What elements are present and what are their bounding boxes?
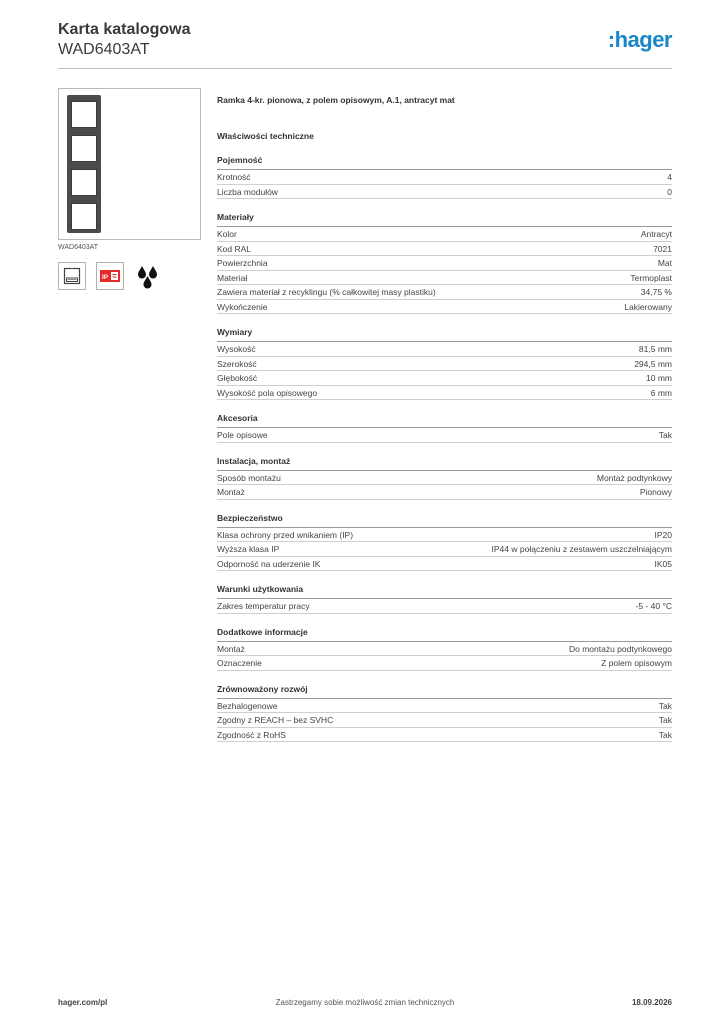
property-section <box>217 412 672 443</box>
frame-illustration <box>67 95 101 233</box>
property-value: -5 - 40 °C <box>635 601 672 611</box>
section-title: Pojemność <box>217 154 672 170</box>
property-label: Szerokość <box>217 358 257 369</box>
property-value: Mat <box>657 258 672 268</box>
property-row <box>217 185 672 200</box>
property-value: Lakierowany <box>624 301 672 312</box>
property-value: Z polem opisowym <box>601 658 672 668</box>
frame-slot <box>71 135 97 162</box>
property-label: Liczba modułów <box>217 186 278 197</box>
product-code: WAD6403AT <box>58 41 150 58</box>
property-value: 4 <box>667 172 672 182</box>
property-label: Krotność <box>217 172 251 182</box>
property-row <box>217 285 672 300</box>
property-row <box>217 357 672 372</box>
header-divider <box>58 68 672 69</box>
property-row <box>217 342 672 357</box>
hager-logo[interactable] <box>608 28 672 52</box>
property-value: Pionowy <box>639 487 672 497</box>
section-title: Materiały <box>217 211 672 227</box>
property-value: IK05 <box>654 558 672 569</box>
property-row <box>217 599 672 614</box>
property-row <box>217 271 672 286</box>
section-title: Warunki użytkowania <box>217 583 672 599</box>
document-title: Karta katalogowa <box>58 21 191 38</box>
property-value: 81,5 mm <box>638 344 672 354</box>
property-label: Odporność na uderzenie IK <box>217 558 321 569</box>
frame-slot <box>71 101 97 128</box>
property-label: Kod RAL <box>217 243 252 254</box>
property-row <box>217 256 672 271</box>
ip-badge-text: IP <box>102 274 109 281</box>
property-row <box>217 485 672 500</box>
property-label: Bezhalogenowe <box>217 700 278 711</box>
property-label: Powierzchnia <box>217 258 268 268</box>
property-label: Wysokość pola opisowego <box>217 387 318 398</box>
property-value: 294,5 mm <box>634 358 672 369</box>
property-row <box>217 542 672 557</box>
property-row <box>217 713 672 728</box>
property-row <box>217 728 672 743</box>
property-value: 7021 <box>653 243 672 254</box>
property-label: Klasa ochrony przed wnikaniem (IP) <box>217 529 354 540</box>
property-row <box>217 699 672 714</box>
property-label: Wykończenie <box>217 301 268 312</box>
property-label: Materiał <box>217 272 248 283</box>
footer-date: 18.09.2026 <box>631 998 672 1007</box>
frame-slot <box>71 169 97 196</box>
property-section <box>217 583 672 614</box>
property-label: Zgodny z REACH – bez SVHC <box>217 715 334 725</box>
property-value: 34,75 % <box>640 287 672 297</box>
product-name: Ramka 4-kr. pionowa, z polem opisowym, A.1, antracyt mat <box>217 95 455 105</box>
technical-content <box>217 94 672 742</box>
water-drops-icon <box>134 262 162 290</box>
feature-icons <box>58 262 162 290</box>
property-section <box>217 154 672 199</box>
property-value: Tak <box>658 430 672 440</box>
property-section <box>217 326 672 400</box>
frame-slot <box>71 203 97 230</box>
property-label: Wyższa klasa IP <box>217 544 280 554</box>
property-section <box>217 683 672 743</box>
property-label: Zakres temperatur pracy <box>217 601 310 611</box>
logo-text: :hager <box>607 27 672 52</box>
property-section <box>217 211 672 314</box>
property-value: Montaż podtynkowy <box>596 472 672 483</box>
property-label: Głębokość <box>217 373 258 383</box>
product-image <box>58 88 201 240</box>
technical-properties-heading: Właściwości techniczne <box>217 131 314 141</box>
section-title: Zrównoważony rozwój <box>217 683 672 699</box>
property-value: IP44 w połączeniu z zestawem uszczelniającym <box>491 544 672 554</box>
footer-website-link[interactable]: hager.com/pl <box>58 998 108 1007</box>
property-row <box>217 428 672 443</box>
property-label: Zgodność z RoHS <box>217 729 286 740</box>
property-row <box>217 471 672 486</box>
section-title: Akcesoria <box>217 412 672 428</box>
property-value: IP20 <box>654 529 672 540</box>
property-label: Sposób montażu <box>217 472 281 483</box>
ip-rating-icon <box>96 262 124 290</box>
property-row <box>217 557 672 572</box>
property-row <box>217 656 672 671</box>
property-value: 0 <box>667 186 672 197</box>
property-label: Pole opisowe <box>217 430 268 440</box>
product-image-caption: WAD6403AT <box>58 244 99 251</box>
property-value: Tak <box>658 715 672 725</box>
property-label: Montaż <box>217 487 245 497</box>
property-row <box>217 227 672 242</box>
property-row <box>217 300 672 315</box>
property-row <box>217 528 672 543</box>
section-title: Bezpieczeństwo <box>217 512 672 528</box>
property-label: Kolor <box>217 229 237 239</box>
property-row <box>217 386 672 401</box>
property-row <box>217 642 672 657</box>
section-title: Wymiary <box>217 326 672 342</box>
section-title: Dodatkowe informacje <box>217 626 672 642</box>
page-header <box>58 20 672 70</box>
property-value: Antracyt <box>640 229 672 239</box>
property-row <box>217 170 672 185</box>
property-label: Wysokość <box>217 344 256 354</box>
property-value: 6 mm <box>650 387 672 398</box>
section-title: Instalacja, montaż <box>217 455 672 471</box>
property-value: 10 mm <box>646 373 672 383</box>
property-value: Do montażu podtynkowego <box>568 643 672 654</box>
property-row <box>217 371 672 386</box>
property-section <box>217 626 672 671</box>
footer-disclaimer: Zastrzegamy sobie możliwość zmian technicznych <box>275 998 455 1007</box>
property-value: Termoplast <box>630 272 672 283</box>
property-label: Zawiera materiał z recyklingu (% całkowitej masy plastiku) <box>217 287 436 297</box>
property-label: Oznaczenie <box>217 658 262 668</box>
property-sections <box>217 154 672 742</box>
property-value: Tak <box>658 700 672 711</box>
property-value: Tak <box>658 729 672 740</box>
property-label: Montaż <box>217 643 245 654</box>
property-section <box>217 455 672 500</box>
property-section <box>217 512 672 572</box>
frame-label-icon <box>58 262 86 290</box>
property-row <box>217 242 672 257</box>
